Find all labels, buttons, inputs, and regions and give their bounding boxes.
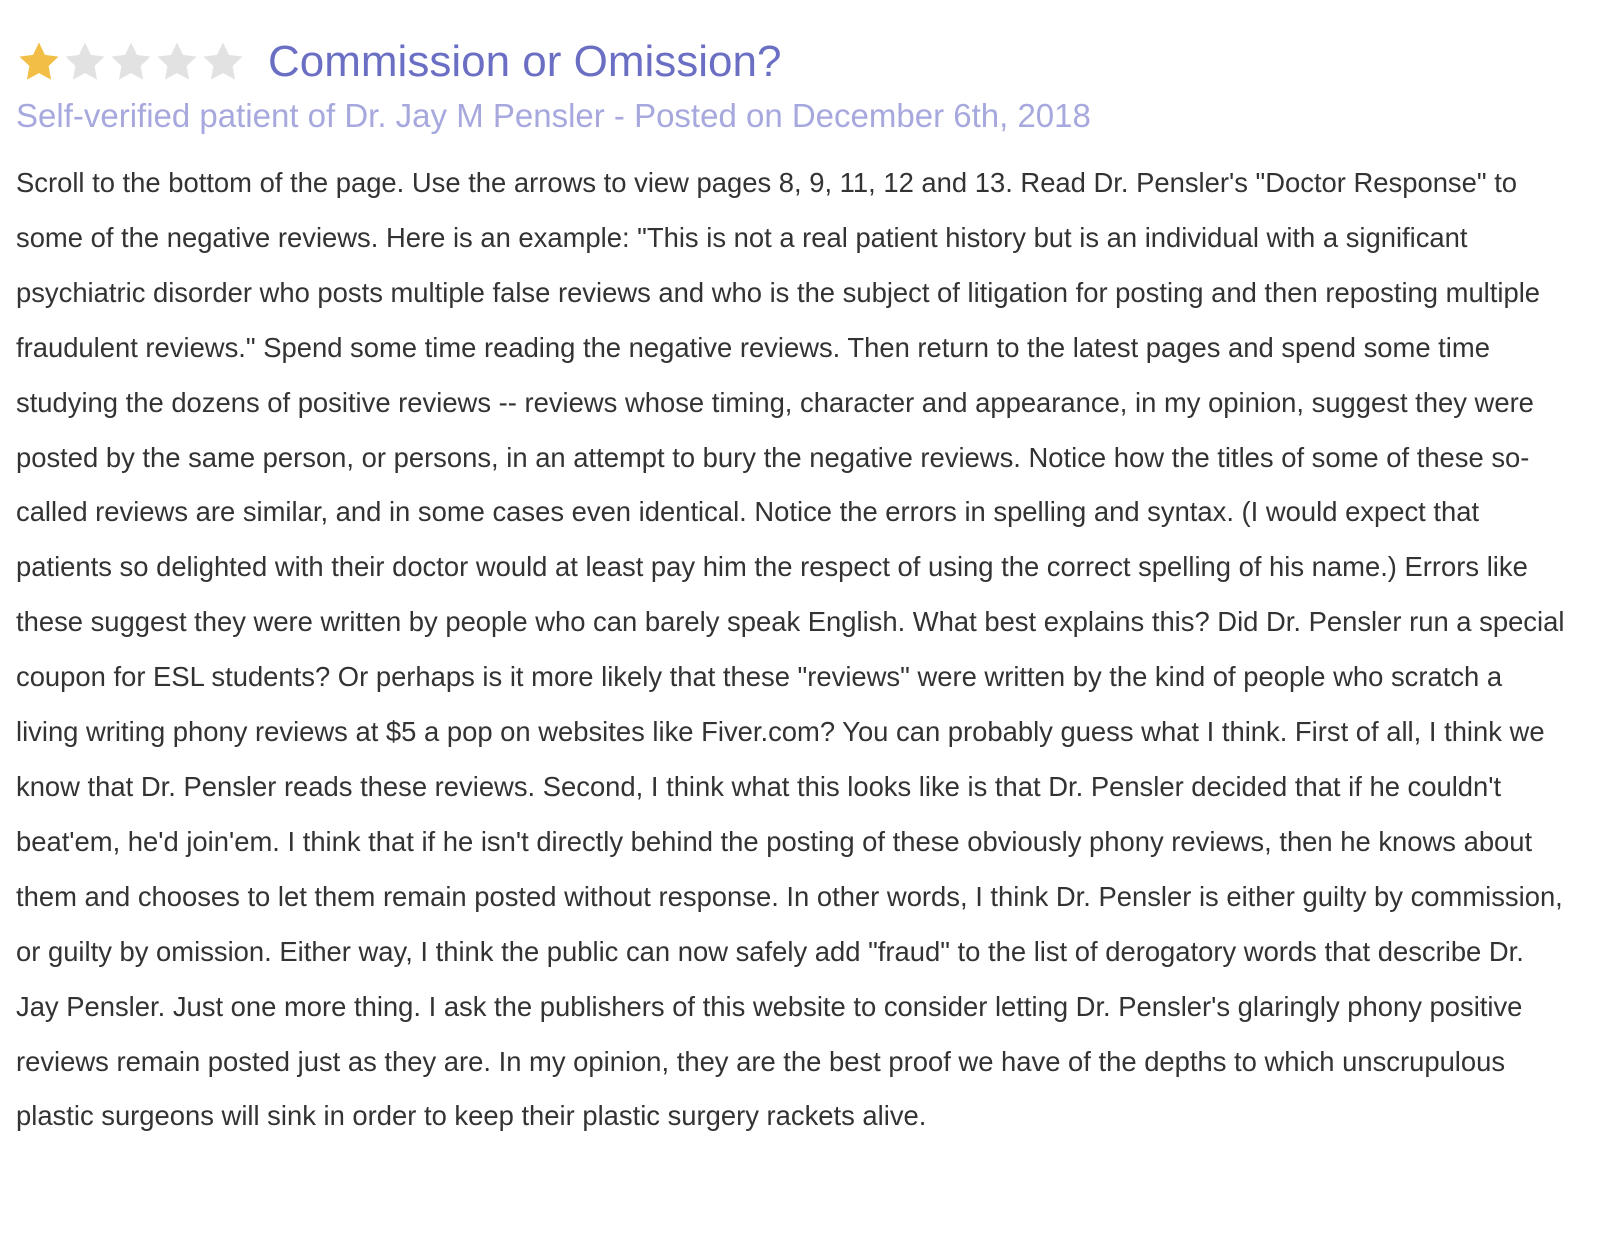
star-rating [16,39,246,85]
review-body: Scroll to the bottom of the page. Use the arrows to view pages 8, 9, 11, 12 and 13. Read Dr. Pensler's "Doctor Response" to some of the negative reviews. Here is an example: "This is not a real patient history but is an individual with a significant psychiatric disorder who posts multiple false reviews and who is the subject of litigation for posting and then reposting multiple fraudulent reviews." Spend some time reading the negative reviews. Then return to the latest pages and spend some time studying the dozens of positive reviews -- reviews whose timing, character and appearance, in my opinion, suggest they were posted by the same person, or persons, in an attempt to bury the negative reviews. Notice how the titles of some of these so-called reviews are similar, and in some cases even identical. Notice the errors in spelling and syntax. (I would expect that patients so delighted with their doctor would at least pay him the respect of using the correct spelling of his name.) Errors like these suggest they were written by people who can barely speak English. What best explains this? Did Dr. Pensler run a special coupon for ESL students? Or perhaps is it more likely that these "reviews" were written by the kind of people who scratch a living writing phony reviews at $5 a pop on websites like Fiver.com? You can probably guess what I think. First of all, I think we know that Dr. Pensler reads these reviews. Second, I think what this looks like is that Dr. Pensler decided that if he couldn't beat'em, he'd join'em. I think that if he isn't directly behind the posting of these obviously phony reviews, then he knows about them and chooses to let them remain posted without response. In other words, I think Dr. Pensler is either guilty by commission, or guilty by omission. Either way, I think the public can now safely add "fraud" to the list of derogatory words that describe Dr. Jay Pensler. Just one more thing. I ask the publishers of this website to consider letting Dr. Pensler's glaringly phony positive reviews remain posted just as they are. In my opinion, they are the best proof we have of the depths to which unscrupulous plastic surgeons will sink in order to keep their plastic surgery rackets alive. [16,167,1565,1132]
star-icon [154,39,200,85]
star-icon [200,39,246,85]
review-header [16,34,781,90]
star-icon [108,39,154,85]
star-icon [16,39,62,85]
review-meta: Self-verified patient of Dr. Jay M Pensler - Posted on December 6th, 2018 [16,97,1091,134]
star-icon [62,39,108,85]
review-title: Commission or Omission? [268,37,782,86]
